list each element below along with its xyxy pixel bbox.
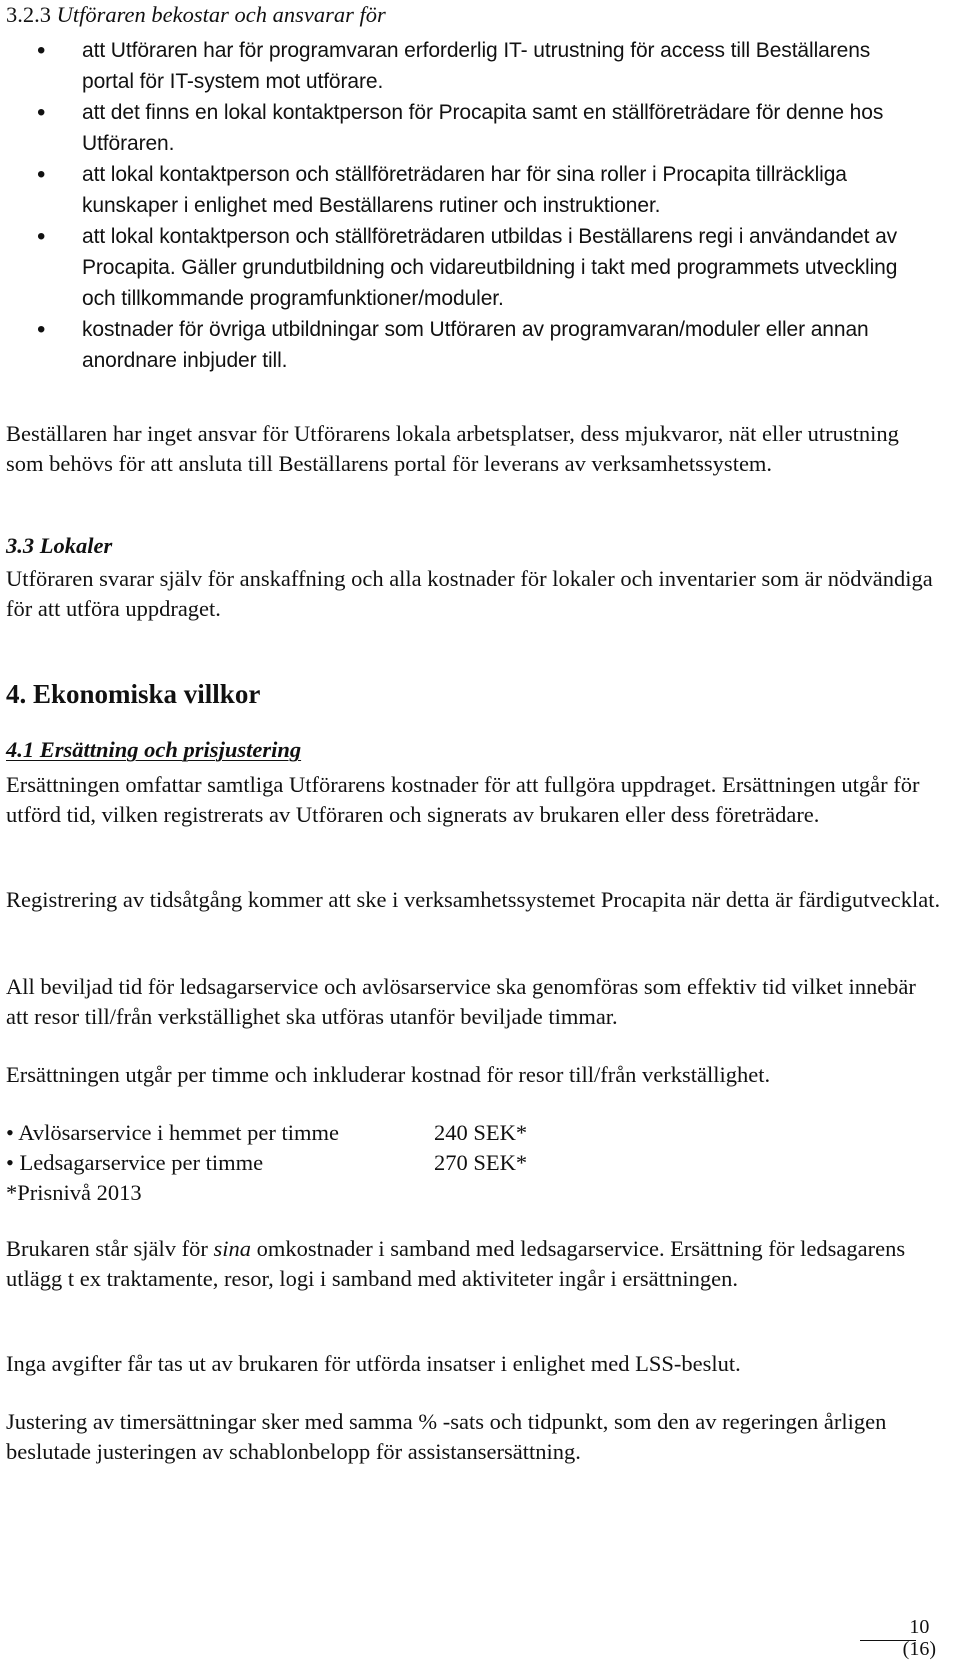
rate-row xyxy=(6,1118,941,1148)
paragraph-avgifter: Inga avgifter får tas ut av brukaren för utförda insatser i enlighet med LSS-beslut. xyxy=(6,1351,741,1376)
heading-3-3 xyxy=(6,531,941,561)
heading-number: 3.2.3 xyxy=(6,2,51,27)
heading-title: Utföraren bekostar och ansvarar för xyxy=(56,2,386,27)
rate-price: 270 SEK* xyxy=(434,1150,528,1175)
rate-name: • Avlösarservice i hemmet per timme xyxy=(6,1120,339,1145)
text-run: Brukaren står själv för xyxy=(6,1236,214,1261)
rate-row xyxy=(6,1148,941,1178)
bullet-list-3-2-3 xyxy=(6,35,906,376)
paragraph-justering: Justering av timersättningar sker med samma % -sats och tidpunkt, som den av regeringen årligen beslutade justeringen av schablonbelopp för assistansersättning. xyxy=(6,1409,887,1464)
list-item: • att lokal kontaktperson och ställföreträdaren har för sina roller i Procapita tillräckliga kunskaper i enlighet med Beställarens rutiner och instruktioner. xyxy=(6,159,906,221)
rate-name: • Ledsagarservice per timme xyxy=(6,1150,264,1175)
paragraph-ersattning-4: Ersättningen utgår per timme och inkluderar kostnad för resor till/från verkställighet. xyxy=(6,1062,771,1087)
page-current: 10 xyxy=(909,1616,930,1638)
text-run: omkostnader i samband med ledsagarservice. Ersättning för ledsagarens utlägg t ex traktamente, resor, logi i samband med aktiviteter ingår i ersättningen. xyxy=(6,1236,906,1291)
paragraph-lokaler: Utföraren svarar själv för anskaffning och alla kostnader för lokaler och inventarier som är nödvändiga för att utföra uppdraget. xyxy=(6,566,933,621)
page-total: (16) xyxy=(902,1638,936,1660)
price-note: *Prisnivå 2013 xyxy=(6,1180,142,1205)
paragraph-ersattning-2: Registrering av tidsåtgång kommer att ske i verksamhetssystemet Procapita när detta är färdigutvecklat. xyxy=(6,887,941,912)
paragraph-responsibility: Beställaren har inget ansvar för Utförarens lokala arbetsplatser, dess mjukvaror, nät eller utrustning som behövs för att ansluta till Beställarens portal för leverans av verksamhetssystem. xyxy=(6,421,899,476)
heading-number: 3.3 xyxy=(6,533,35,558)
list-item: • kostnader för övriga utbildningar som Utföraren av programvaran/moduler eller annan anordnare inbjuder till. xyxy=(6,314,906,376)
list-item: • att Utföraren har för programvaran erforderlig IT- utrustning för access till Beställarens portal för IT-system mot utförare. xyxy=(6,35,906,97)
heading-4: 4. Ekonomiska villkor xyxy=(6,679,261,709)
heading-4-1 xyxy=(6,735,941,765)
paragraph-ersattning-3: All beviljad tid för ledsagarservice och avlösarservice ska genomföras som effektiv tid vilket innebär att resor till/från verkställighet ska utföras utanför beviljade timmar. xyxy=(6,974,916,1029)
heading-3-2-3 xyxy=(6,0,941,30)
heading-title: 4.1 Ersättning och prisjustering xyxy=(6,737,302,762)
paragraph-ersattning-1: Ersättningen omfattar samtliga Utförarens kostnader för att fullgöra uppdraget. Ersättningen utgår för utförd tid, vilken registrerats av Utföraren och signerats av brukaren eller dess företrädare. xyxy=(6,772,920,827)
heading-title: Lokaler xyxy=(39,533,113,558)
rate-price: 240 SEK* xyxy=(434,1120,528,1145)
paragraph-omkostnader xyxy=(6,1234,941,1294)
emphasis: sina xyxy=(213,1236,251,1261)
rate-list xyxy=(6,1118,941,1208)
page-number xyxy=(903,1616,936,1660)
list-item: • att det finns en lokal kontaktperson för Procapita samt en ställföreträdare för denne hos Utföraren. xyxy=(6,97,906,159)
list-item: • att lokal kontaktperson och ställföreträdaren utbildas i Beställarens regi i användandet av Procapita. Gäller grundutbildning och vidareutbildning i takt med programmets utveckling och tillkommande programfunktioner/moduler. xyxy=(6,221,906,314)
